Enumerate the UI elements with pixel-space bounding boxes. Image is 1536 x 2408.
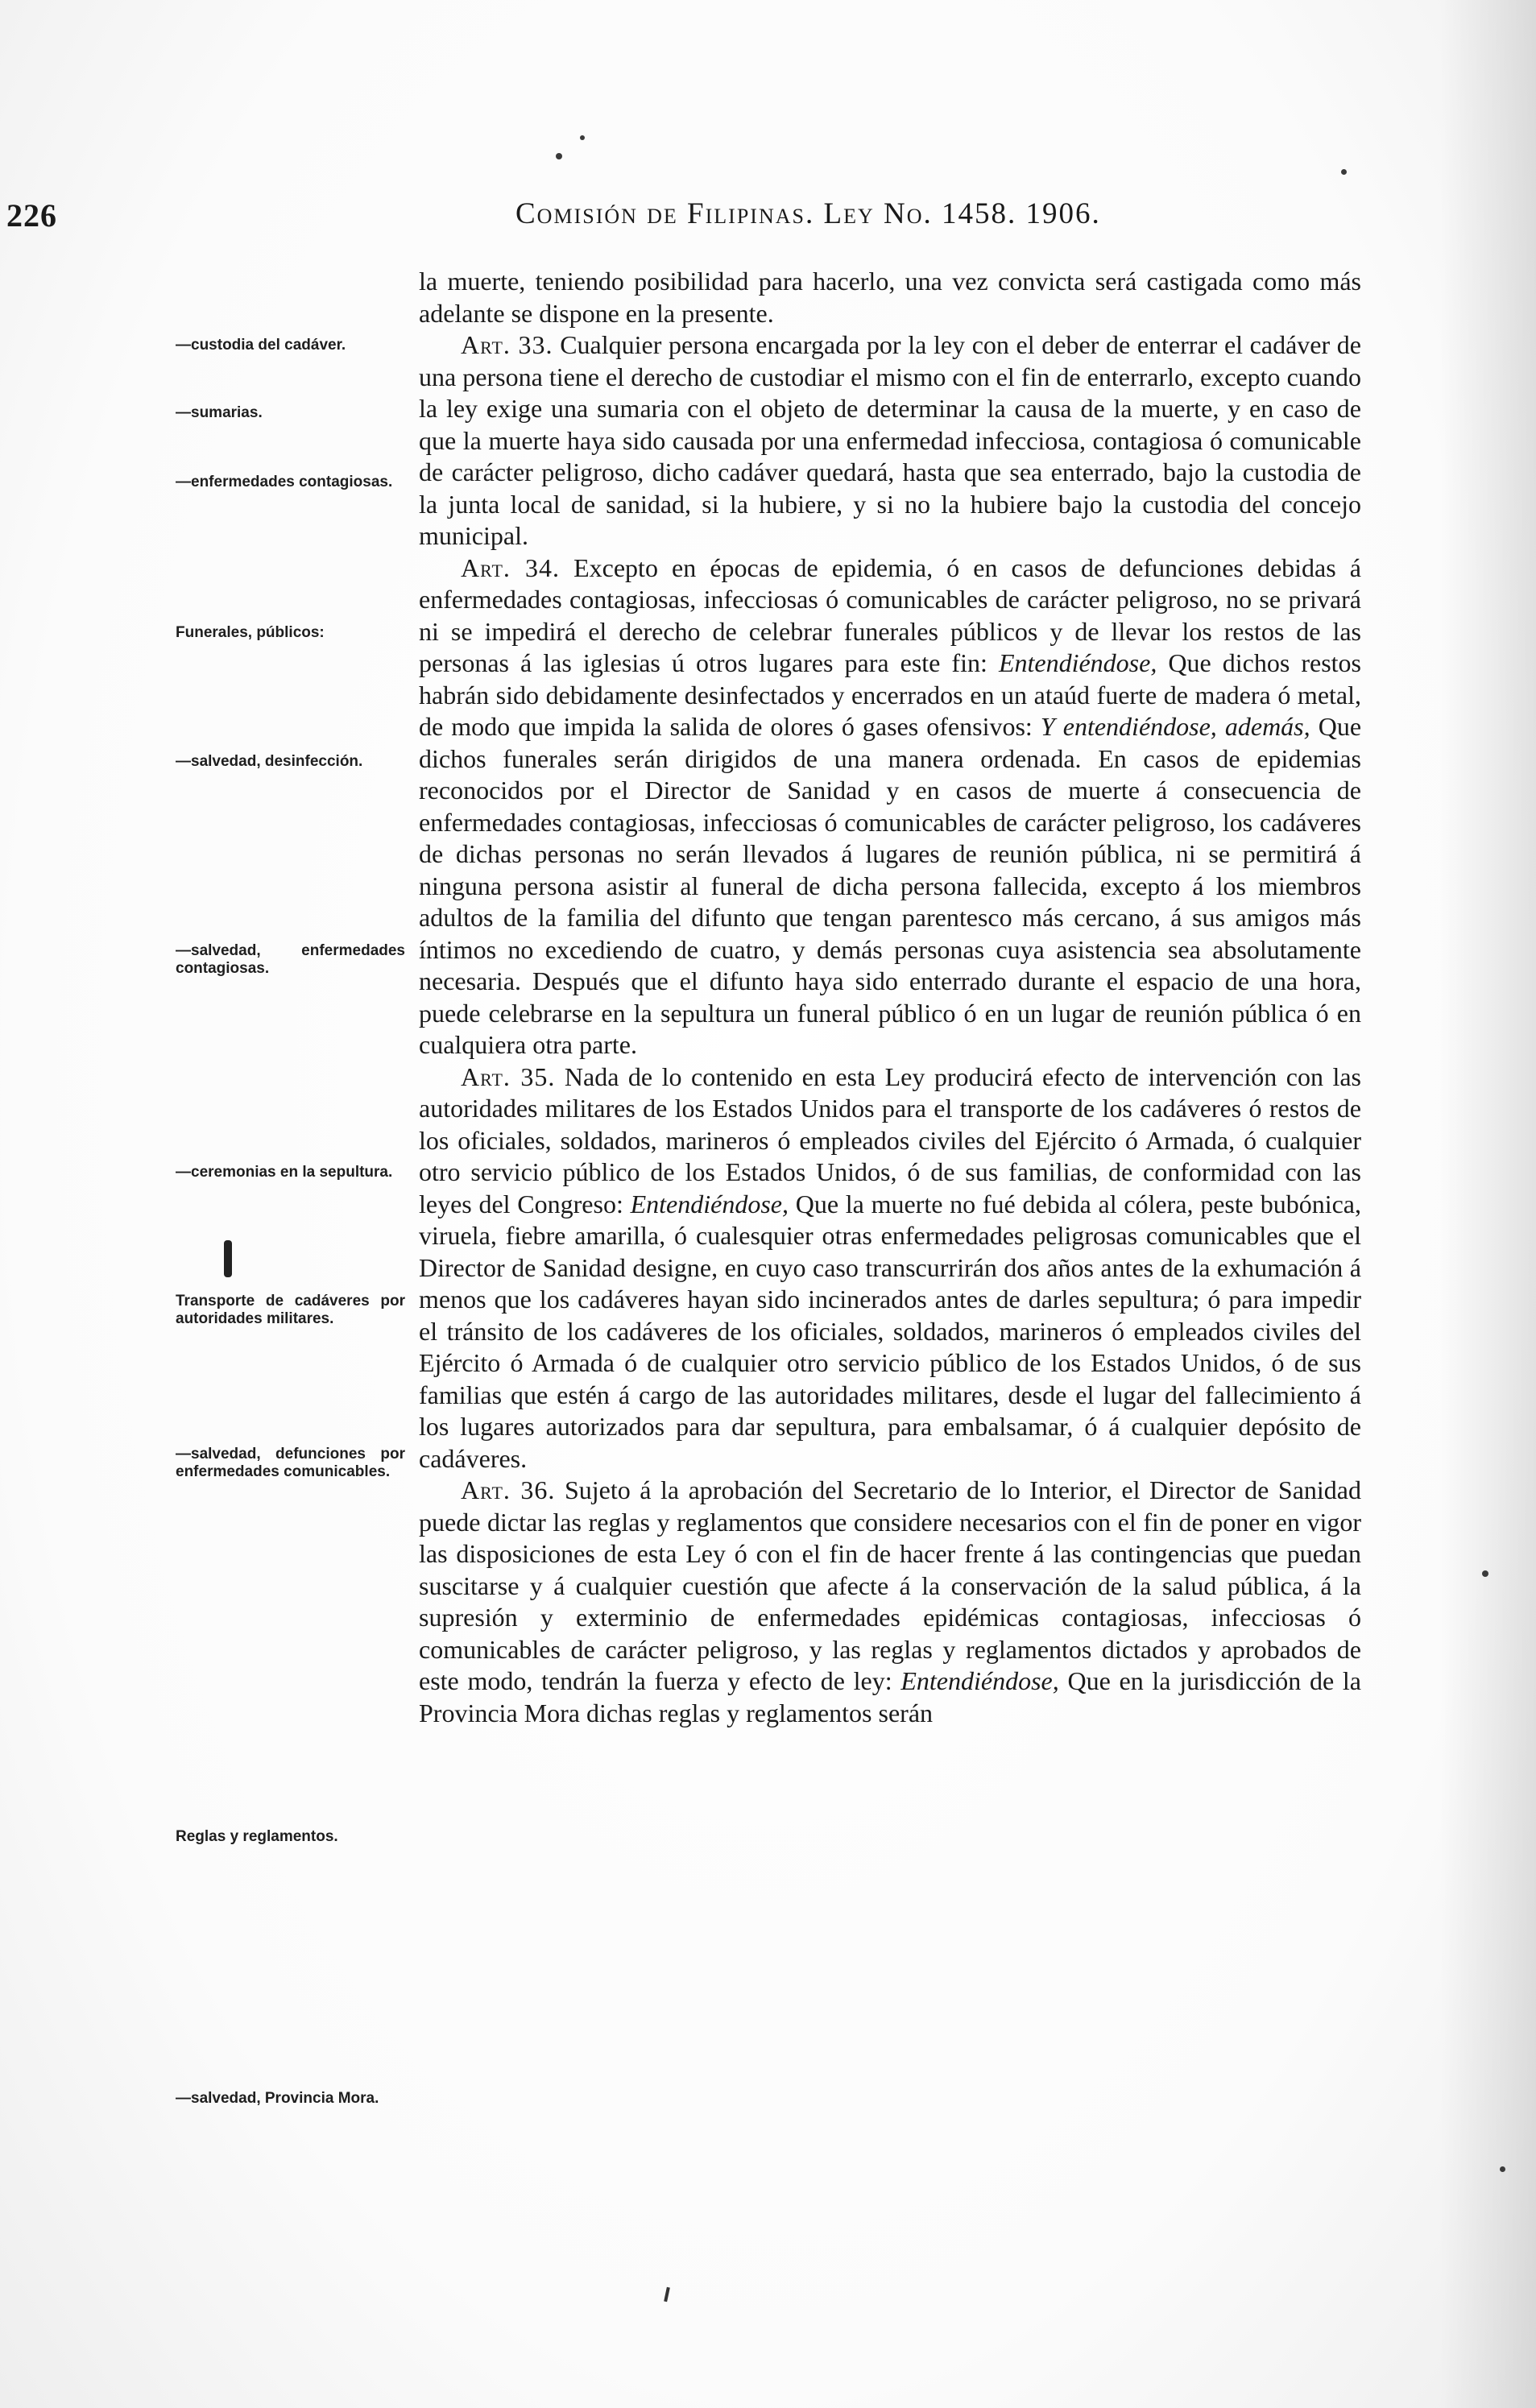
margin-note-custodia: —custodia del cadáver. — [176, 337, 346, 354]
margin-note-salvedad-contagiosas: —salvedad, enfermedades contagiosas. — [176, 942, 405, 977]
article-34-label: Art. 34. — [461, 552, 560, 582]
margin-note-reglas: Reglas y reglamentos. — [176, 1828, 338, 1845]
scan-speck — [1341, 169, 1347, 175]
margin-note-transporte: Transporte de cadáveres por autoridades militares. — [176, 1293, 405, 1327]
scan-ink-mark — [224, 1240, 232, 1277]
article-33-label: Art. 33. — [461, 330, 553, 359]
page-number: 226 — [6, 197, 57, 234]
article-34: Art. 34. Excepto en épocas de epidemia, ó en casos de defunciones debidas á enfermedades contagiosas, infecciosas ó comunicables de carácter peligroso, no se privará ni se impedirá el derecho de celebrar funerales públicos y de llevar los restos de las personas á las iglesias ú otros lugares para este fin: Entendiéndose, Que dichos restos habrán sido debidamente desinfectados y encerrados en un ataúd fuerte de madera ó metal, de modo que impida la salida de olores ó gases ofensivos: Y entendiéndose, además, Que dichos funerales serán dirigidos de una manera ordenada. En casos de epidemias reconocidos por el Director de Sanidad y en casos de muerte á consecuencia de enfermedades contagiosas, infecciosas ó comunicables de carácter peligroso, los cadáveres de dichas personas no serán llevados á lugares de reunión pública, ni se permitirá á ninguna persona asistir al funeral de dicha persona fallecida, excepto á los miembros adultos de la familia del difunto que tengan parentesco más cercano, á sus amigos más íntimos no excediendo de cuatro, y demás personas cuya asistencia sea absolutamente necesaria. Después que el difunto haya sido enterrado durante el espacio de una hora, puede celebrarse en la sepultura un funeral público ó en un lugar de reunión pública ó en cualquiera otra parte. — [419, 552, 1362, 1059]
scan-speck — [1482, 1570, 1488, 1577]
margin-note-sumarias: —sumarias. — [176, 404, 263, 421]
article-33: Art. 33. Cualquier persona encargada por la ley con el deber de enterrar el cadáver de una persona tiene el derecho de custodiar el mismo con el fin de enterrarlo, excepto cuando la ley exige una sumaria con el objeto de determinar la causa de la muerte, y en caso de que la muerte haya sido causada por una enfermedad infecciosa, contagiosa ó comunicable de carácter peligroso, dicho cadáver quedará, hasta que sea enterrado, bajo la custodia de la junta local de sanidad, si la hubiere, y si no la hubiere bajo la custodia del concejo municipal. — [419, 330, 1361, 550]
margin-note-enfermedades: —enfermedades contagiosas. — [176, 474, 393, 490]
page-header — [0, 197, 1536, 245]
margin-note-provincia-mora: —salvedad, Provincia Mora. — [176, 2090, 379, 2107]
article-36: Art. 36. Sujeto á la aprobación del Secretario de lo Interior, el Director de Sanidad puede dictar las reglas y reglamentos que considere necesarios con el fin de poner en vigor las disposiciones de esta Ley ó con el fin de hacer frente á las contingencias que puedan suscitarse y á cualquier cuestión que afecte á la conservación de la salud pública, á la supresión y exterminio de enfermedades epidémicas contagiosas, infecciosas ó comunicables de carácter peligroso, y las reglas y reglamentos dictados y aprobados de este modo, tendrán la fuerza y efecto de ley: Entendiéndose, Que en la jurisdicción de la Provincia Mora dichas reglas y reglamentos serán — [419, 1475, 1362, 1727]
margin-note-funerales: Funerales, públicos: — [176, 624, 325, 641]
article-36-label: Art. 36. — [461, 1475, 556, 1504]
margin-note-defunciones: —salvedad, defunciones por enfermedades comunicables. — [176, 1446, 405, 1480]
running-head: Comisión de Filipinas. Ley No. 1458. 1906. — [515, 197, 1101, 230]
scan-ink-mark-bottom — [664, 2287, 670, 2302]
margin-note-desinfeccion: —salvedad, desinfección. — [176, 753, 363, 770]
scan-speck — [556, 153, 562, 159]
scan-speck — [1500, 2166, 1505, 2172]
page-edge-shadow — [1439, 0, 1536, 2408]
margin-note-ceremonias: —ceremonias en la sepultura. — [176, 1164, 393, 1181]
scan-speck — [580, 135, 585, 140]
paragraph-continuation: la muerte, teniendo posibilidad para hacerlo, una vez convicta será castigada como más adelante se dispone en la presente. — [419, 267, 1361, 328]
article-35-label: Art. 35. — [461, 1061, 556, 1091]
article-35: Art. 35. Nada de lo contenido en esta Ley producirá efecto de intervención con las autoridades militares de los Estados Unidos para el transporte de los cadáveres ó restos de los oficiales, soldados, marineros ó empleados civiles del Ejército ó Armada, ó cualquier otro servicio público de los Estados Unidos, ó de sus familias, de conformidad con las leyes del Congreso: Entendiéndose, Que la muerte no fué debida al cólera, peste bubónica, viruela, fiebre amarilla, ó cualesquier otras enfermedades peligrosas comunicables que el Director de Sanidad designe, en cuyo caso transcurrirán dos años antes de la exhumación á menos que los cadáveres hayan sido incinerados antes de darles sepultura; ó para impedir el tránsito de los cadáveres de los oficiales, soldados, marineros ó empleados civiles del Ejército ó Armada ó de cualquier otro servicio público de los Estados Unidos, ó de sus familias que estén á cargo de las autoridades militares, desde el lugar del fallecimiento á los lugares autorizados para dar sepultura, para embalsamar, ó á cualquier depósito de cadáveres. — [419, 1061, 1362, 1473]
body-text — [419, 266, 1361, 1729]
